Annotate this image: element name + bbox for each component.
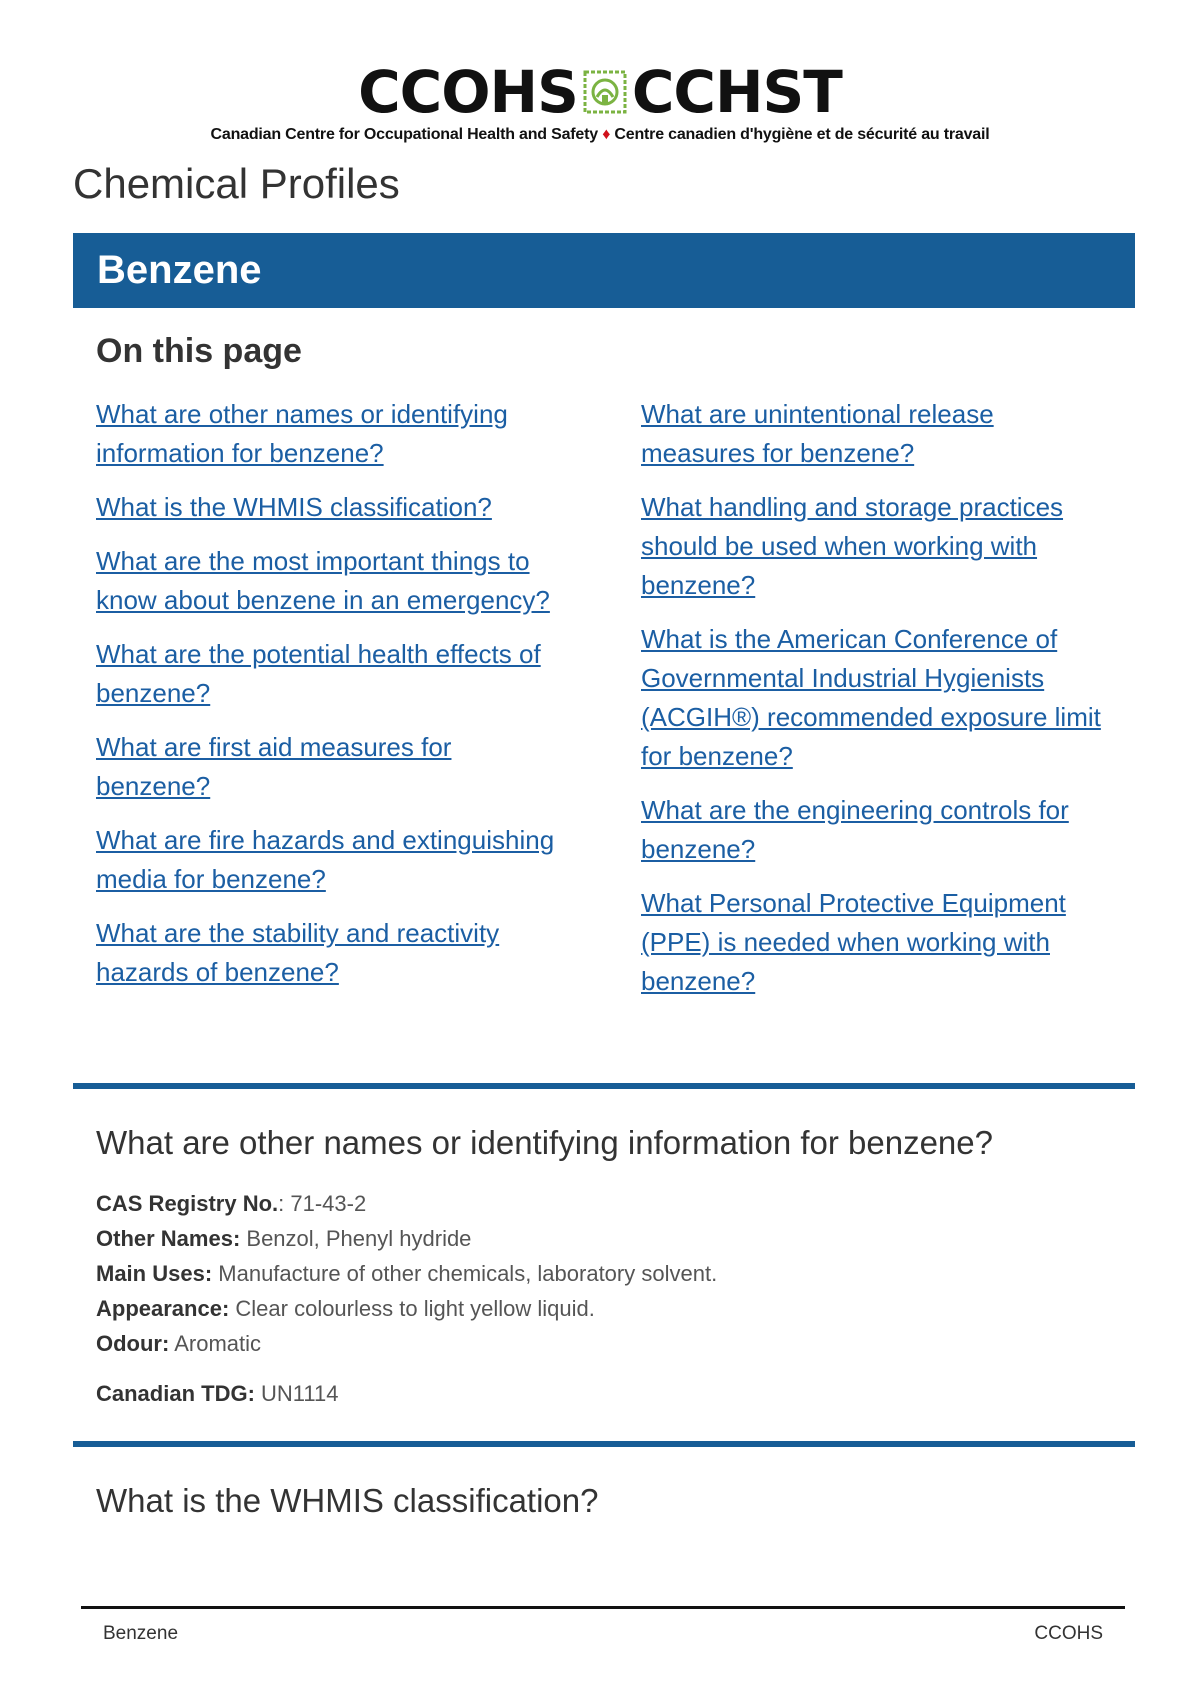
toc-link-handling-storage[interactable]: What handling and storage practices should be used when working with benzene? xyxy=(641,492,1064,600)
section-divider xyxy=(73,1441,1135,1447)
section-divider xyxy=(73,1083,1135,1089)
toc-right-column xyxy=(641,395,1111,1016)
toc-left-column xyxy=(96,395,566,1007)
maple-leaf-icon: ♦ xyxy=(602,126,611,143)
fact-value: Manufacture of other chemicals, laboratory solvent. xyxy=(212,1261,718,1286)
fact-value: Benzol, Phenyl hydride xyxy=(240,1226,472,1251)
toc-link-other-names[interactable]: What are other names or identifying information for benzene? xyxy=(96,399,508,468)
toc-link-emergency[interactable]: What are the most important things to know about benzene in an emergency? xyxy=(96,546,550,615)
fact-appearance xyxy=(96,1291,717,1326)
fact-label: Canadian TDG: xyxy=(96,1381,255,1406)
fact-other-names xyxy=(96,1221,717,1256)
footer-publisher: CCOHS xyxy=(1034,1623,1103,1644)
fact-label: Other Names: xyxy=(96,1226,241,1251)
fact-label: Main Uses: xyxy=(96,1261,213,1286)
tagline-en: Canadian Centre for Occupational Health and Safety xyxy=(210,126,598,143)
logo-word-ccohs: CCOHS xyxy=(358,58,578,126)
section-title-other-names: What are other names or identifying information for benzene? xyxy=(96,1124,993,1161)
toc-link-ppe[interactable]: What Personal Protective Equipment (PPE) is needed when working with benzene? xyxy=(641,888,1066,996)
fact-value: Clear colourless to light yellow liquid. xyxy=(229,1296,595,1321)
toc-link-release[interactable]: What are unintentional release measures for benzene? xyxy=(641,399,994,468)
footer-rule xyxy=(81,1606,1125,1609)
toc-link-engineering[interactable]: What are the engineering controls for benzene? xyxy=(641,795,1069,864)
logo-tagline xyxy=(0,126,1200,144)
toc-link-first-aid[interactable]: What are first aid measures for benzene? xyxy=(96,732,452,801)
toc-heading: On this page xyxy=(96,332,302,370)
fact-cas xyxy=(96,1186,717,1221)
fact-label: Appearance: xyxy=(96,1296,230,1321)
identifying-info xyxy=(96,1186,717,1411)
tagline-fr: Centre canadien d'hygiène et de sécurité au travail xyxy=(614,126,990,143)
chemical-banner: Benzene xyxy=(73,233,1135,308)
fact-label: Odour: xyxy=(96,1331,170,1356)
toc-link-acgih[interactable]: What is the American Conference of Governmental Industrial Hygienists (ACGIH®) recommended exposure limit for benzene? xyxy=(641,624,1101,771)
footer-chemical-name: Benzene xyxy=(103,1623,179,1644)
toc-link-whmis[interactable]: What is the WHMIS classification? xyxy=(96,492,492,522)
section-title-whmis: What is the WHMIS classification? xyxy=(96,1482,599,1519)
ccohs-emblem-icon xyxy=(582,69,628,115)
fact-tdg xyxy=(96,1376,717,1411)
toc-link-stability[interactable]: What are the stability and reactivity hazards of benzene? xyxy=(96,918,500,987)
fact-value: UN1114 xyxy=(254,1381,339,1406)
fact-value: Aromatic xyxy=(169,1331,262,1356)
logo-word-cchst: CCHST xyxy=(631,58,842,126)
fact-odour xyxy=(96,1326,717,1361)
toc-link-fire-hazards[interactable]: What are fire hazards and extinguishing media for benzene? xyxy=(96,825,555,894)
page-title: Chemical Profiles xyxy=(73,160,400,207)
ccohs-logo xyxy=(0,58,1200,144)
fact-value: : 71-43-2 xyxy=(278,1191,367,1216)
fact-label: CAS Registry No. xyxy=(96,1191,279,1216)
toc-link-health-effects[interactable]: What are the potential health effects of benzene? xyxy=(96,639,541,708)
fact-main-uses xyxy=(96,1256,717,1291)
